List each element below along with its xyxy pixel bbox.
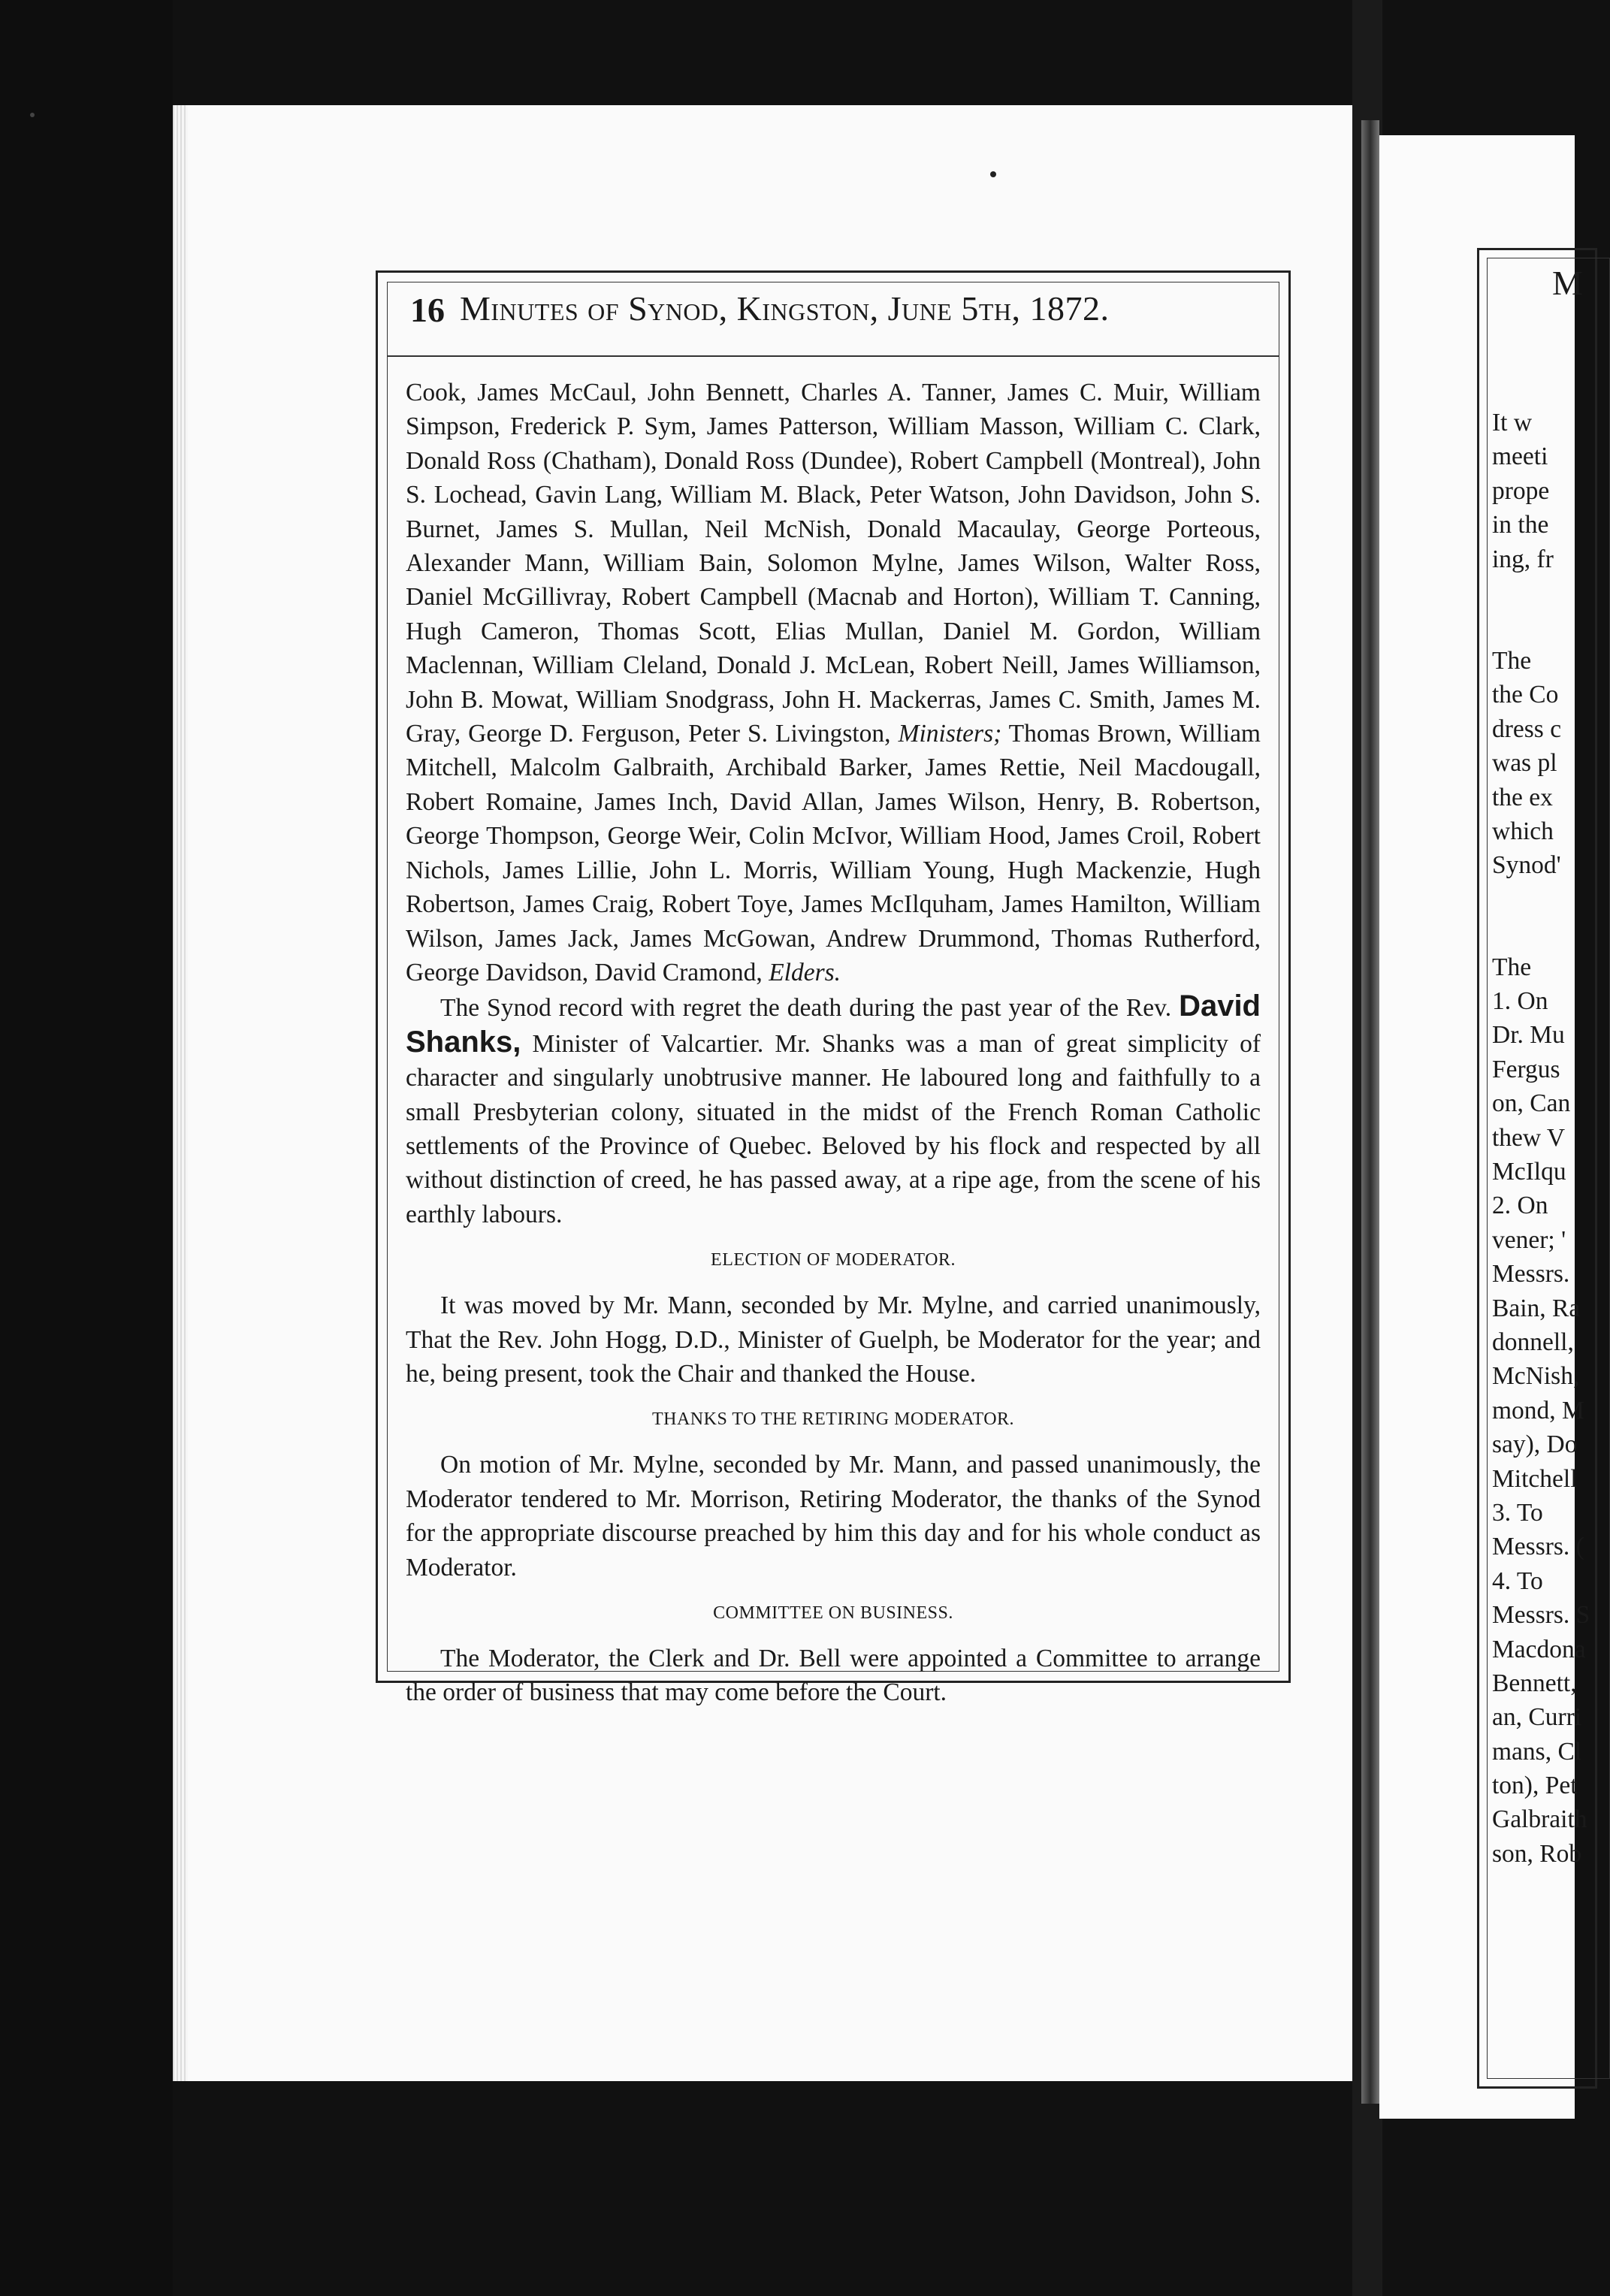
right-page-text-fragment bbox=[1492, 406, 1590, 1871]
right-page-line: ton), Pet bbox=[1492, 1772, 1578, 1800]
right-page-line: dress c bbox=[1492, 714, 1562, 743]
right-page-line: ing, fr bbox=[1492, 545, 1554, 573]
deceased-name: David Shanks, bbox=[406, 989, 1261, 1059]
right-page-line: 3. To bbox=[1492, 1498, 1543, 1527]
ink-speck bbox=[990, 171, 996, 177]
right-page-line: donnell, bbox=[1492, 1328, 1574, 1356]
right-page-line: the ex bbox=[1492, 783, 1553, 811]
section-heading-thanks: THANKS TO THE RETIRING MODERATOR. bbox=[651, 1409, 1015, 1430]
ministers-names: Cook, James McCaul, John Bennett, Charles A. Tanner, James C. Muir, William Simpson, Frederick P. Sym, James Patterson, William Masson, William C. Clark, Donald Ross (Chatham), Donald Ross (Dundee), Robert Campbell (Montreal), John S. Lochead, Gavin Lang, William M. Black, Peter Watson, John Davidson, John S. Burnet, James S. Mullan, Neil McNish, Donald Macaulay, George Porteous, Alexander Mann, William Bain, Solomon Mylne, James Wilson, Walter Ross, Daniel McGillivray, Robert Campbell (Macnab and Horton), William T. Canning, Hugh Cameron, Thomas Scott, Elias Mullan, Daniel M. Gordon, William Maclennan, William Cleland, Donald J. McLean, Robert Neill, James Williamson, John B. Mowat, William Snodgrass, John H. Mackerras, James C. Smith, James M. Gray, George D. Ferguson, Peter S. Livingston, bbox=[406, 379, 1261, 748]
book-gutter bbox=[1361, 120, 1379, 2104]
right-page-line: say), Do bbox=[1492, 1430, 1578, 1459]
right-page-line: 4. To bbox=[1492, 1566, 1543, 1595]
running-head: Minutes of Synod, Kingston, June 5th, 1872. bbox=[460, 289, 1110, 328]
right-page-line: Messrs. S bbox=[1492, 1601, 1590, 1630]
right-page-line: which bbox=[1492, 817, 1554, 845]
death-notice-paragraph bbox=[406, 989, 1261, 1231]
right-page-line: The bbox=[1492, 953, 1532, 981]
right-page-line: prope bbox=[1492, 476, 1550, 505]
section-body-election: It was moved by Mr. Mann, seconded by Mr. Mylne, and carried unanimously, That the Rev. John Hogg, D.D., Minister of Guelph, be Moderator for the year; and he, being present, took the Chair and thanked the House. bbox=[406, 1292, 1261, 1388]
right-page-line: McIlqu bbox=[1492, 1158, 1566, 1186]
right-page-line: in the bbox=[1492, 511, 1549, 539]
right-page-running-head: M bbox=[1552, 264, 1583, 302]
right-page-line: mond, M bbox=[1492, 1396, 1584, 1424]
right-page-line bbox=[1492, 883, 1575, 950]
scan-border-left bbox=[0, 0, 173, 2296]
right-page-line: Bennett, bbox=[1492, 1669, 1577, 1697]
page-content bbox=[406, 376, 1261, 1710]
header-rule bbox=[387, 355, 1279, 357]
page-number: 16 bbox=[410, 291, 445, 329]
right-page-line: thew V bbox=[1492, 1123, 1566, 1152]
right-page-line: on, Can bbox=[1492, 1089, 1571, 1118]
roll-paragraph bbox=[406, 376, 1261, 989]
right-page-line: Synod' bbox=[1492, 851, 1561, 880]
right-page-line: the Co bbox=[1492, 681, 1559, 709]
right-page-line: Galbraith bbox=[1492, 1805, 1587, 1834]
right-page-line: 2. On bbox=[1492, 1192, 1548, 1220]
right-page-line: Macdona bbox=[1492, 1635, 1586, 1663]
right-page-line: The bbox=[1492, 646, 1532, 675]
ministers-label: Ministers; bbox=[898, 720, 1002, 748]
right-page-line: was pl bbox=[1492, 749, 1557, 778]
right-page-line: Mitchell bbox=[1492, 1464, 1578, 1493]
right-page-line: vener; ' bbox=[1492, 1225, 1566, 1254]
right-page-line bbox=[1492, 576, 1575, 644]
death-notice-intro: The Synod record with regret the death during the past year of the Rev. bbox=[440, 994, 1180, 1023]
right-page-line: mans, Cl bbox=[1492, 1737, 1582, 1766]
right-page-line: Dr. Mu bbox=[1492, 1021, 1565, 1050]
scan-speck bbox=[30, 113, 35, 117]
page-edge-stack bbox=[173, 105, 188, 2081]
elders-label: Elders. bbox=[769, 958, 841, 986]
death-notice-body: Minister of Valcartier. Mr. Shanks was a man of great simplicity of character and singularly unobtrusive manner. He laboured long and faithfully to a small Presbyterian colony, situated in the midst of the French Roman Catholic settlements of the Province of Quebec. Beloved by his flock and respected by all without distinction of creed, he has passed away, at a ripe age, from the scene of his earthly labours. bbox=[406, 1029, 1261, 1228]
right-page-line: Bain, Ra bbox=[1492, 1294, 1581, 1322]
right-page-line: 1. On bbox=[1492, 987, 1548, 1016]
right-page-line: Fergus bbox=[1492, 1055, 1560, 1083]
right-page-line: son, Rob bbox=[1492, 1839, 1582, 1868]
section-body-thanks: On motion of Mr. Mylne, seconded by Mr. Mann, and passed unanimously, the Moderator tendered to Mr. Morrison, Retiring Moderator, the thanks of the Synod for the appropriate discourse preached by him this day and for his whole conduct as Moderator. bbox=[406, 1451, 1261, 1582]
right-page-line: meeti bbox=[1492, 443, 1548, 471]
right-page-line: Messrs. bbox=[1492, 1260, 1570, 1288]
section-heading-election: ELECTION OF MODERATOR. bbox=[711, 1250, 956, 1270]
right-page-line: McNish, bbox=[1492, 1362, 1580, 1391]
section-heading-committee: COMMITTEE ON BUSINESS. bbox=[713, 1603, 953, 1623]
right-page-line: an, Curri bbox=[1492, 1703, 1582, 1732]
elders-names: Thomas Brown, William Mitchell, Malcolm Galbraith, Archibald Barker, James Rettie, Neil Macdougall, Robert Romaine, James Inch, David Allan, James Wilson, Henry, B. Robertson, George Thompson, George Weir, Colin McIvor, William Hood, James Croil, Robert Nichols, James Lillie, John L. Morris, William Young, Hugh Mackenzie, Hugh Robertson, James Craig, Robert Toye, James McIlquham, James Hamilton, William Wilson, James Jack, James McGowan, Andrew Drummond, Thomas Rutherford, George Davidson, David Cramond, bbox=[406, 720, 1261, 986]
right-page-line: It w bbox=[1492, 409, 1533, 437]
section-body-committee: The Moderator, the Clerk and Dr. Bell were appointed a Committee to arrange the order of business that may come before the Court. bbox=[406, 1645, 1261, 1707]
right-page-line: Messrs. ( bbox=[1492, 1533, 1584, 1561]
